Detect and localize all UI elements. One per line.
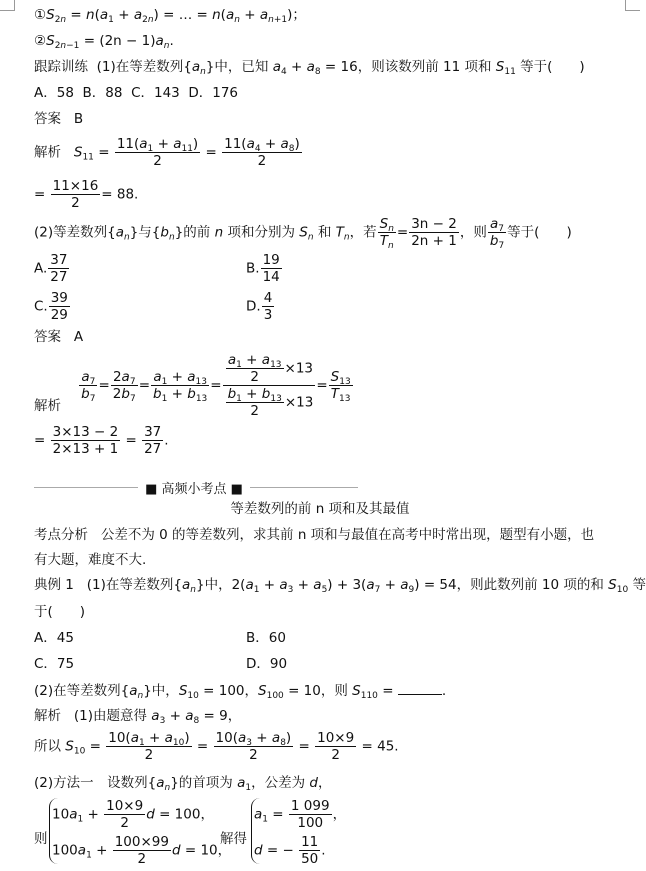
option-d: D. $\frac{4}{3}$	[246, 290, 273, 323]
practice-analysis-1: 解析 $S_{11}$ = $\frac{11(a_1 + a_{11})}{2}$ = $\frac{11(a_4 + a_8)}{2}$	[34, 136, 300, 169]
property-1: $①S_{2n} = n(a_1 + a_{2n})$ = … = $n(a_n + a_{n+1})$；	[34, 7, 306, 25]
practice-question-1: 跟踪训练 (1)在等差数列$\{a_n\}$中，已知 $a_4 + a_8 = 16$，则该数列前 11 项和 $S_{11}$ 等于( )	[34, 59, 585, 77]
method-one: (2)方法一 设数列$\{a_n\}$的首项为 $a_1$，公差为 d，	[34, 775, 332, 793]
solve-label: 解得	[220, 831, 247, 847]
example-analysis: 解析 (1)由题意得 $a_3 + a_8 = 9$，	[34, 708, 242, 726]
practice-answer-2: 答案 A	[34, 329, 84, 345]
equation-2: $100a_1$ + $\frac{100\times 99}{2}$ d = 10，	[52, 834, 232, 867]
crop-mark-top-right	[625, 0, 640, 11]
option-c: C. $\frac{39}{29}$	[34, 290, 68, 323]
practice-analysis-2: 解析 $\frac{a_7}{b_7}$ = $\frac{2a_7}{2b_7}$ = $\frac{a_1 + a_{13}}{b_1 + b_{13}}$ = $\frac{a_1 + a_{13}}{2}$ ×13 $\frac{b_1 + b_{13}}{2}$ ×13 = $\frac{S_{13}}{T_{13}}$	[34, 352, 351, 419]
practice-calc-1: = $\frac{11\times 16}{2}$ = 88.	[34, 178, 139, 211]
example-option-d: D．90	[246, 656, 288, 672]
option-a: A. $\frac{37}{27}$	[34, 252, 68, 285]
divider-right	[250, 487, 358, 488]
topic-analysis-line-1: 考点分析 公差不为 0 的等差数列，求其前 n 项和与最值在高考中时常出现，题型有小题，也	[34, 527, 595, 543]
answer-blank	[398, 681, 442, 695]
section-title: 等差数列的前 n 项和及其最值	[230, 501, 410, 517]
practice-answer-1: 答案 B	[34, 111, 84, 127]
example-option-b: B．60	[246, 630, 286, 646]
solution-d: d = − $\frac{11}{50}$ .	[254, 834, 326, 867]
topic-analysis-line-2: 有大题，难度不大.	[34, 552, 147, 568]
option-b: B. $\frac{19}{14}$	[246, 252, 280, 285]
example-question-1: 典例 1 (1)在等差数列$\{a_n\}$中，$2(a_1 + a_3 + a_5) + 3(a_7 + a_9) = 54$，则此数列前 10 项的和 $S_{10}$ 等	[34, 577, 646, 595]
then-label: 则	[34, 831, 48, 847]
example-option-c: C．75	[34, 656, 75, 672]
practice-options-1: A．58 B．88 C．143 D．176	[34, 85, 239, 101]
solution-a1: $a_1$ = $\frac{1 099}{100}$ ，	[254, 798, 347, 831]
practice-question-2: (2)等差数列$\{a_n\}$与$\{b_n\}$的前 n 项和分别为 $S_n$ 和 $T_n$，若 $\frac{S_n}{T_n}$ = $\frac{3n - 2}{2n + 1}$ ，则 $\frac{a_7}{b_7}$ 等于( )	[34, 216, 572, 251]
property-2: $②S_{2n-1} = (2n - 1)a_n$.	[34, 33, 174, 51]
example-option-a: A．45	[34, 630, 74, 646]
example-question-2: (2)在等差数列$\{a_n\}$中，$S_{10} = 100$，$S_{100} = 10$，则 $S_{110}$ = .	[34, 683, 447, 701]
example-question-1-cont: 于( )	[34, 604, 86, 620]
practice-calc-2: = $\frac{3\times 13 - 2}{2\times 13 + 1}$ = $\frac{37}{27}$ .	[34, 424, 169, 457]
section-header: ■ 高频小考点 ■	[145, 482, 243, 497]
crop-mark-top-left	[0, 0, 15, 11]
example-calc: 所以 $S_{10}$ = $\frac{10(a_1 + a_{10})}{2}$ = $\frac{10(a_3 + a_8)}{2}$ = $\frac{10\times 9}{2}$ = 45.	[34, 730, 399, 763]
divider-left	[34, 487, 138, 488]
equation-1: $10a_1$ + $\frac{10\times 9}{2}$ d = 100，	[52, 798, 214, 831]
